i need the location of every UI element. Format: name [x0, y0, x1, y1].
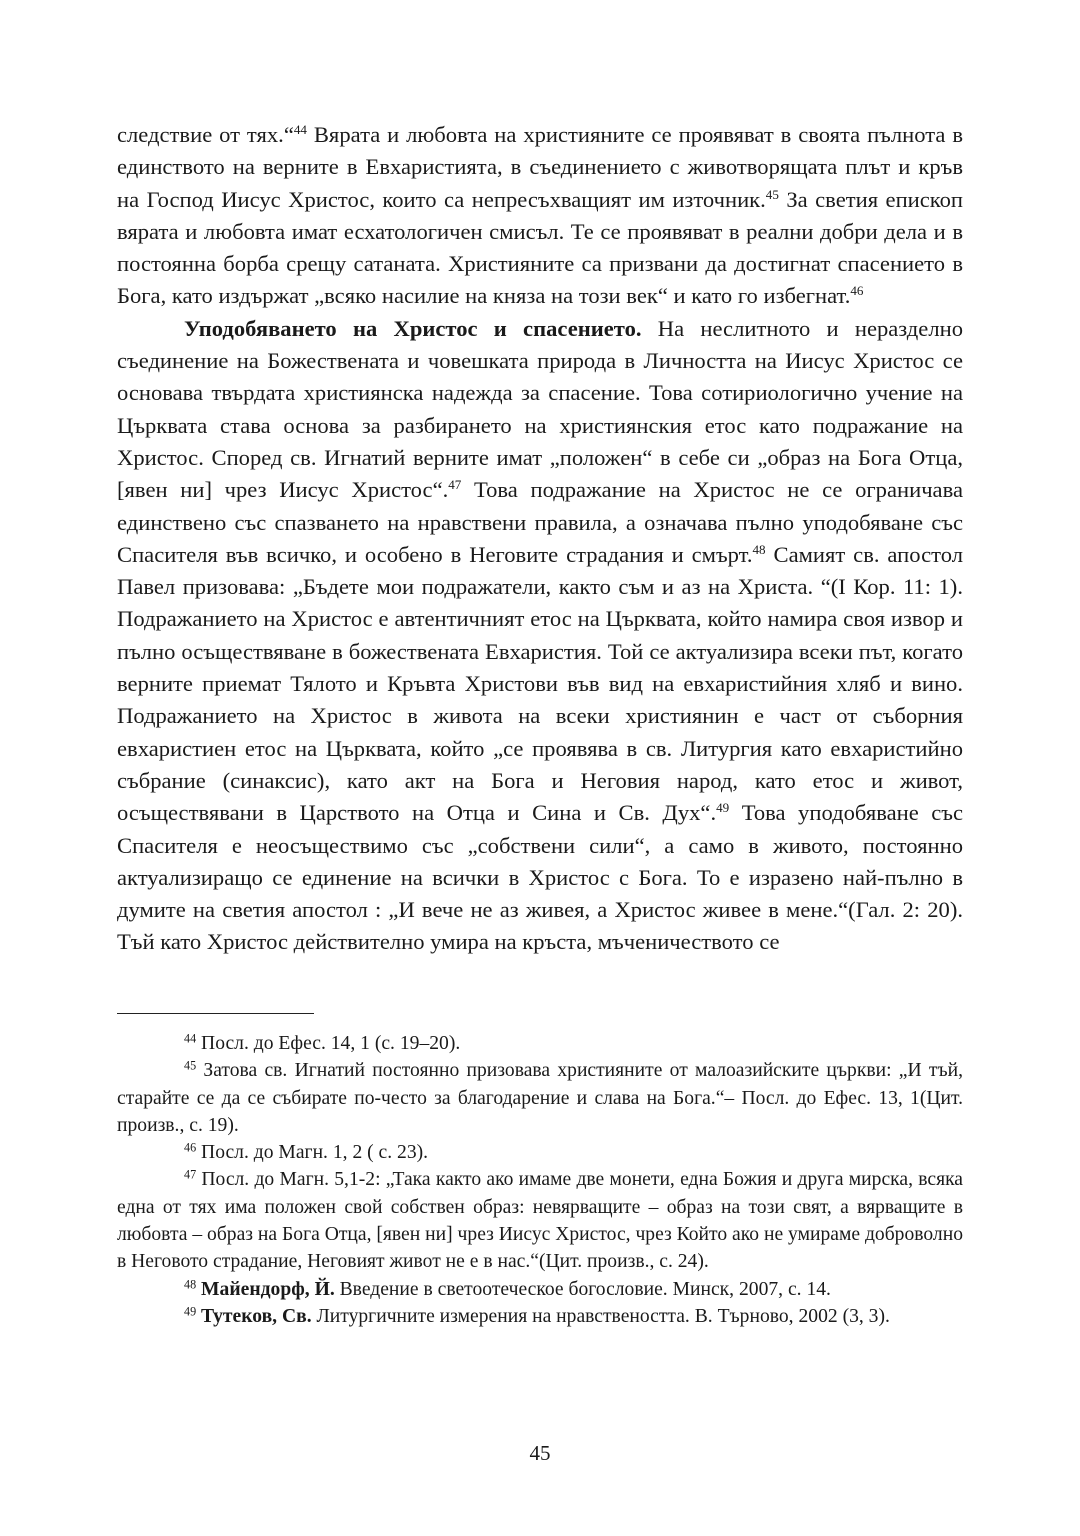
footnote-ref: 49 — [716, 800, 730, 816]
footnote-text: Посл. до Магн. 5,1-2: „Така както ако имаме две монети, една Божия и друга мирска, всяка една от тях има положен свой собствен образ: невярващите – образ на този свят, а вярващите в любовта – образ на Бога Отца, [явен ни] чрез Иисус Христос, чрез Който ако не умираме доброволно в Неговото страдание, Неговият живот не е в нас.“(Цит. произв., с. 24). — [117, 1169, 963, 1273]
text-run: Вярата и любовта на християните се проявяват в своята пълнота в единството на верните в Евхаристията, в съединението с животворящата плът и кръв на Господ Иисус Христос, които са непресъхващият им източник. — [117, 122, 963, 212]
main-text — [117, 119, 963, 959]
footnote-text: Затова св. Игнатий постоянно призовава християните от малоазийските църкви: „И тъй, старайте се да се събирате по-често за благодарение и слава на Бога.“– Посл. до Ефес. 13, 1(Цит. произв., с. 19). — [117, 1060, 963, 1136]
footnote-47 — [117, 1166, 963, 1275]
footnote-ref: 47 — [448, 477, 462, 493]
footnote-number: 45 — [184, 1058, 197, 1073]
paragraph-2 — [117, 313, 963, 959]
footnote-number: 46 — [184, 1140, 197, 1155]
footnote-author: Тутеков, Св. — [201, 1305, 312, 1327]
footnote-author: Майендорф, Й. — [201, 1278, 335, 1300]
paragraph-1 — [117, 119, 963, 313]
footnotes — [117, 1030, 963, 1330]
footnote-ref: 44 — [293, 121, 307, 137]
text-run: Самият св. апостол Павел призовава: „Бъдете мои подражатели, както съм и аз на Христа. “(I Кор. 11: 1). Подражанието на Христос е автентичният етос на Църквата, който намира своя извор и пълно осъществяване в божествената Евхаристия. Той се актуализира всеки път, когато верните приемат Тялото и Кръвта Христови във вид на евхаристийния хляб и вино. Подражанието на Христос в живота на всеки християнин е част от съборния евхаристиен етос на Църквата, който „се проявява в св. Литургия като евхаристийно събрание (синаксис), като акт на Бога и Неговия народ, като етос и живот, осъществявани в Царството на Отца и Сина и Св. Дух“. — [117, 541, 963, 826]
footnote-separator — [117, 1013, 314, 1014]
footnote-text: Введение в светоотеческое богословие. Минск, 2007, с. 14. — [334, 1278, 831, 1300]
footnote-number: 44 — [184, 1031, 197, 1046]
footnote-ref: 46 — [850, 283, 864, 299]
footnote-number: 48 — [184, 1277, 197, 1291]
footnote-45 — [117, 1057, 963, 1139]
footnote-ref: 48 — [752, 541, 766, 557]
footnote-48 — [117, 1276, 963, 1303]
text-run: За светия епископ вярата и любовта имат есхатологичен смисъл. Те се проявяват в реални добри дела и в постоянна борба срещу сатаната. Християните са призвани да достигнат спасението в Бога, като издържат „всяко насилие на княза на този век“ и като го избегнат. — [117, 186, 964, 309]
footnote-46 — [117, 1139, 963, 1166]
footnote-number: 47 — [184, 1167, 197, 1182]
section-heading: Уподобяването на Христос и спасението. — [184, 315, 642, 341]
footnote-ref: 45 — [765, 186, 779, 202]
page-number: 45 — [529, 1441, 551, 1465]
text-run: Това подражание на Христос не се ограничава единствено със спазването на нравствени правила, а означава пълно уподобяване със Спасителя във всичко, и особено в Неговите страдания и смърт. — [117, 477, 963, 567]
footnote-49 — [117, 1303, 963, 1330]
text-run: На неслитното и неразделно съединение на Божествената и човешката природа в Личността на Иисус Христос се основава твърдата християнска надежда за спасение. Това сотириологично учение на Църквата става основа за разбирането на християнския етос като подражание на Христос. Според св. Игнатий верните имат „положен“ в себе си „образ на Бога Отца, [явен ни] чрез Иисус Христос“. — [117, 315, 963, 503]
footnote-text: Посл. до Магн. 1, 2 ( с. 23). — [196, 1142, 429, 1164]
footnote-number: 49 — [184, 1304, 197, 1319]
text-run: следствие от тях.“ — [117, 122, 294, 147]
footnote-text: Посл. до Ефес. 14, 1 (с. 19–20). — [196, 1033, 461, 1054]
footnote-44 — [117, 1030, 963, 1057]
text-run: Това уподобяване със Спасителя е неосъществимо със „собствени сили“, а само в живото, постоянно актуализиращо се единение на всички в Христос с Бога. То е изразено най-пълно в думите на светия апостол : „И вече не аз живея, а Христос живее в мене.“(Гал. 2: 20). Тъй като Христос действително умира на кръста, мъченичеството се — [117, 800, 963, 955]
footnote-text: Литургичните измерения на нравствеността. В. Търново, 2002 (3, 3). — [311, 1305, 890, 1327]
